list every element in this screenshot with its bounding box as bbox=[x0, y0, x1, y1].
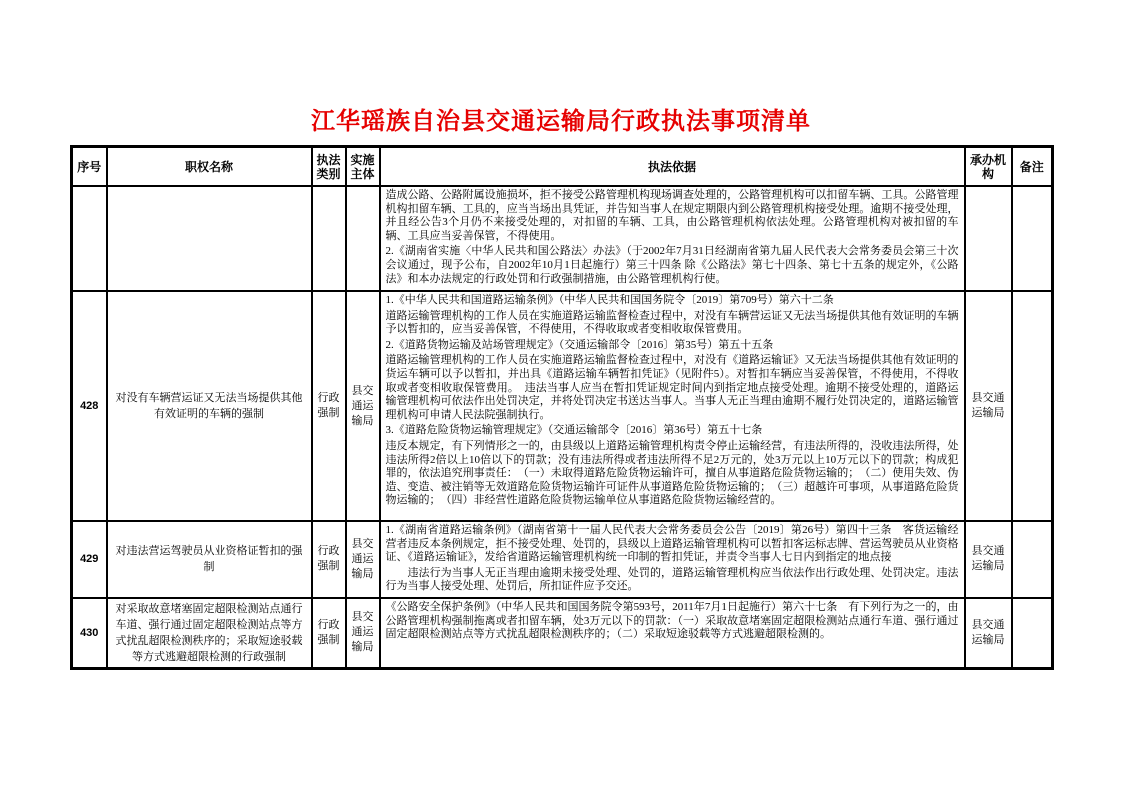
enforcement-table bbox=[70, 145, 1054, 670]
basis-paragraph: 1.《中华人民共和国道路运输条例》（中华人民共和国国务院令〔2019〕第709号）第六十二条 bbox=[385, 294, 834, 306]
cell-subject: 县交通运输局 bbox=[346, 291, 380, 521]
basis-paragraph: 道路运输管理机构的工作人员在实施道路运输监督检查过程中，对没有车辆营运证又无法当场提供其他有效证明的车辆予以暂扣的，应当妥善保管，不得使用，不得收取或者变相收取保管费用。 bbox=[385, 309, 959, 336]
cell-subject: 县交通运输局 bbox=[346, 521, 380, 598]
page-title: 江华瑶族自治县交通运输局行政执法事项清单 bbox=[311, 109, 811, 135]
column-header-name: 职权名称 bbox=[107, 147, 312, 187]
basis-paragraph: 1.《湖南省道路运输条例》（湖南省第十一届人民代表大会常务委员会公告〔2019〕第26号）第四十三条 客货运输经营者违反本条例规定，拒不接受处理、处罚的，县级以上道路运输管理机构可以暂扣客运标志牌、营运驾驶员从业资格证、《道路运输证》，发给省道路运输管理机构统一印制的暂扣凭证，并责令当事人七日内到指定的地点接 bbox=[385, 524, 959, 564]
table-row bbox=[72, 186, 1053, 291]
cell-category bbox=[312, 186, 346, 291]
cell-category: 行政强制 bbox=[312, 598, 346, 669]
basis-paragraph: 道路运输管理机构的工作人员在实施道路运输监督检查过程中，对没有《道路运输证》又无法当场提供其他有效证明的货运车辆可以予以暂扣，并出具《道路运输车辆暂扣凭证》（见附件5）。对暂扣车辆应当妥善保管，不得使用，不得收取或者变相收取保管费用。 违法当事人应当在暂扣凭证规定时间内到指定地点接受处理。逾期不接受处理的，道路运输管理机构可依法作出处罚决定，并将处罚决定书送达当事人。当事人无正当理由逾期不履行处罚决定的，道路运输管理机构可申请人民法院强制执行。 bbox=[385, 354, 959, 421]
cell-subject: 县交通运输局 bbox=[346, 598, 380, 669]
cell-seq: 428 bbox=[72, 291, 107, 521]
basis-paragraph: 违反本规定，有下列情形之一的，由县级以上道路运输管理机构责令停止运输经营，有违法所得的，没收违法所得，处违法所得2倍以上10倍以下的罚款；没有违法所得或者违法所得不足2万元的，处3万元以上10万元以下的罚款；构成犯罪的，依法追究刑事责任： （一）未取得道路危险货物运输许可，擅自从事道路危险货物运输的； （二）使用失效、伪造、变造、被注销等无效道路危险货物运输许可证件从事道路危险货物运输的； （三）超越许可事项，从事道路危险货物运输的； （四）非经营性道路危险货物运输单位从事道路危险货物运输经营的。 bbox=[385, 439, 959, 507]
cell-name: 对违法营运驾驶员从业资格证暂扣的强制 bbox=[107, 521, 312, 598]
basis-paragraph: 《公路安全保护条例》（中华人民共和国国务院令第593号，2011年7月1日起施行）第六十七条 有下列行为之一的，由公路管理机构强制拖离或者扣留车辆，处3万元以下的罚款：（一）采取故意堵塞固定超限检测站点通行车道、强行通过固定超限检测站点等方式扰乱超限检测秩序的；（二）采取短途驳载等方式逃避超限检测的。 bbox=[385, 600, 959, 641]
basis-paragraph: 违法行为当事人无正当理由逾期未接受处理、处罚的，道路运输管理机构应当依法作出行政处理、处罚决定。违法行为当事人接受处理、处罚后，所扣证件应予交还。 bbox=[385, 566, 959, 593]
cell-basis bbox=[380, 186, 965, 291]
cell-name: 对采取故意堵塞固定超限检测站点通行车道、强行通过固定超限检测站点等方式扰乱超限检测秩序的；采取短途驳载等方式逃避超限检测的行政强制 bbox=[107, 598, 312, 669]
column-header-seq: 序号 bbox=[72, 147, 107, 187]
cell-note bbox=[1012, 598, 1053, 669]
column-header-agency: 承办机构 bbox=[965, 147, 1012, 187]
cell-note bbox=[1012, 291, 1053, 521]
cell-subject bbox=[346, 186, 380, 291]
cell-agency: 县交通运输局 bbox=[965, 521, 1012, 598]
cell-category: 行政强制 bbox=[312, 521, 346, 598]
table-row bbox=[72, 521, 1053, 598]
cell-category: 行政强制 bbox=[312, 291, 346, 521]
column-header-subject: 实施主体 bbox=[346, 147, 380, 187]
table-header bbox=[72, 147, 1053, 187]
basis-paragraph: 造成公路、公路附属设施损坏，拒不接受公路管理机构现场调查处理的，公路管理机构可以扣留车辆、工具。公路管理机构扣留车辆、工具的，应当当场出具凭证，并告知当事人在规定期限内到公路管理机构接受处理。逾期不接受处理，并且经公告3个月仍不来接受处理的，对扣留的车辆、工具，由公路管理机构依法处理。公路管理机构对被扣留的车辆、工具应当妥善保管，不得使用。 bbox=[385, 189, 959, 242]
cell-seq: 430 bbox=[72, 598, 107, 669]
cell-agency: 县交通运输局 bbox=[965, 598, 1012, 669]
cell-basis bbox=[380, 598, 965, 669]
cell-name bbox=[107, 186, 312, 291]
cell-seq: 429 bbox=[72, 521, 107, 598]
cell-basis bbox=[380, 291, 965, 521]
cell-basis bbox=[380, 521, 965, 598]
cell-name: 对没有车辆营运证又无法当场提供其他有效证明的车辆的强制 bbox=[107, 291, 312, 521]
cell-seq bbox=[72, 186, 107, 291]
basis-paragraph: 3.《道路危险货物运输管理规定》（交通运输部令〔2016〕第36号）第五十七条 bbox=[385, 424, 763, 437]
cell-agency: 县交通运输局 bbox=[965, 291, 1012, 521]
basis-paragraph: 2.《道路货物运输及站场管理规定》（交通运输部令〔2016〕第35号）第五十五条 bbox=[385, 338, 774, 351]
column-header-category: 执法类别 bbox=[312, 147, 346, 187]
table-row bbox=[72, 291, 1053, 521]
table-row bbox=[72, 598, 1053, 669]
column-header-basis: 执法依据 bbox=[380, 147, 965, 187]
basis-paragraph: 2.《湖南省实施〈中华人民共和国公路法〉办法》（于2002年7月31日经湖南省第九届人民代表大会常务委员会第三十次会议通过，现予公布，自2002年10月1日起施行）第三十四条 除《公路法》第七十四条、第七十五条的规定外，《公路法》和本办法规定的行政处罚和行政强制措施，由公路管理机构行使。 bbox=[385, 245, 959, 285]
cell-agency bbox=[965, 186, 1012, 291]
cell-note bbox=[1012, 521, 1053, 598]
column-header-note: 备注 bbox=[1012, 147, 1053, 187]
cell-note bbox=[1012, 186, 1053, 291]
